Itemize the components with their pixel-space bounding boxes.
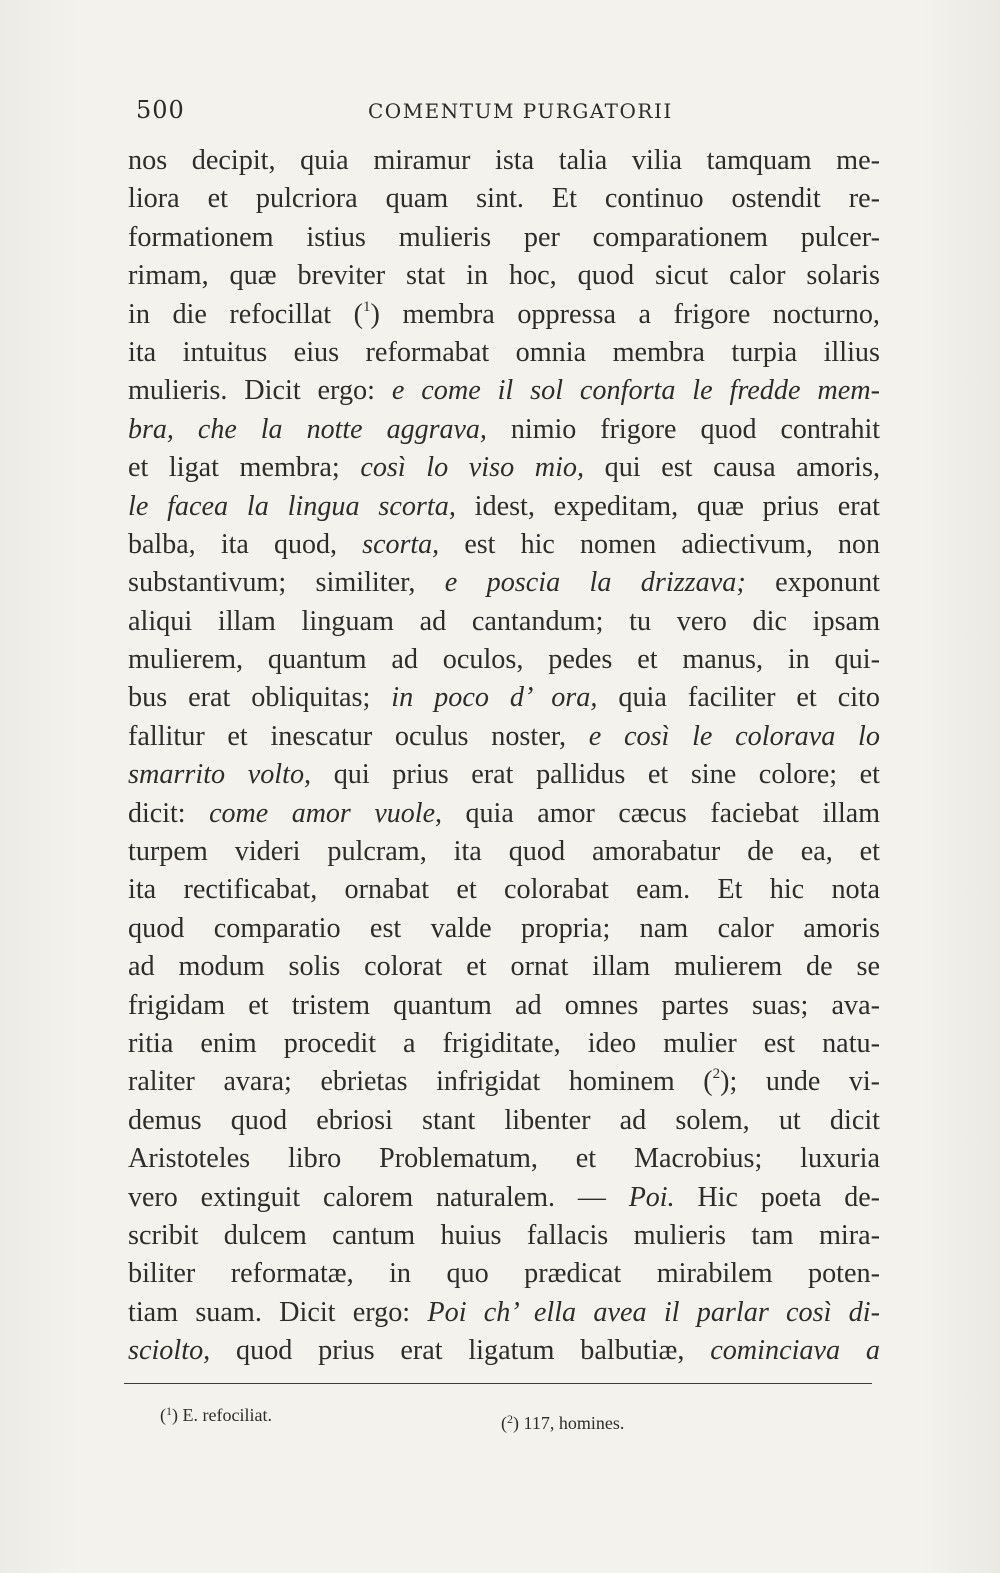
text-line [128,334,880,372]
footnote-reference: 1 [363,298,371,315]
italic-quotation: così lo viso mio, [360,452,585,484]
text-run: ad modum solis colorat et ornat illam mulierem de se [128,951,880,983]
text-run: dicit: [128,797,210,829]
text-line [128,718,880,756]
text-run: frigidam et tristem quantum ad omnes partes suas; ava- [128,989,880,1021]
text-run: demus quod ebriosi stant libenter ad solem, ut dicit [128,1104,880,1136]
text-run: formationem istius mulieris per comparationem pulcer- [128,221,880,253]
text-run: quod comparatio est valde propria; nam calor amoris [128,912,880,944]
text-line [128,679,880,717]
text-run: liora et pulcriora quam sint. Et continuo ostendit re- [128,183,880,215]
footnote-mark: 2 [507,1412,513,1426]
text-line [128,1025,880,1063]
italic-quotation: cominciava a [710,1335,880,1367]
text-run: turpem videri pulcram, ita quod amorabatur de ea, et [128,836,880,868]
footnote-1: ($^1$) E. refociliat. [160,1404,272,1425]
footnote-2: ($^2$) 117, homines. [501,1412,625,1433]
text-line [128,1179,880,1217]
body-text [128,142,880,1371]
text-line [128,219,880,257]
text-run: nos decipit, quia miramur ista talia vilia tamquam me- [128,145,880,176]
text-line [128,257,880,295]
text-run: ita intuitus eius reformabat omnia membra turpia illius [128,336,880,368]
footnote-mark: 1 [166,1404,172,1418]
text-line [128,1102,880,1140]
italic-quotation: come amor vuole, [209,797,442,829]
text-run: ); unde vi- [720,1066,880,1098]
text-run: mulierem, quantum ad oculos, pedes et manus, in qui- [128,644,880,676]
text-run: idest, expeditam, quæ prius erat [455,490,880,522]
italic-quotation: Poi ch’ ella avea il parlar così di- [427,1296,880,1328]
text-line [128,948,880,986]
text-run: ritia enim procedit a frigiditate, ideo mulier est natu- [128,1027,880,1059]
footnote-rule [124,1383,872,1384]
text-run: biliter reformatæ, in quo prædicat mirabilem poten- [128,1258,880,1290]
text-line [128,910,880,948]
text-run: scribit dulcem cantum huius fallacis mulieris tam mira- [128,1219,880,1251]
text-run: fallitur et inescatur oculus noster, [128,720,589,752]
text-line [128,411,880,449]
text-run: in die refocillat ( [128,298,364,330]
text-line [128,987,880,1025]
text-run: quia faciliter et cito [597,682,880,714]
text-line [128,641,880,679]
text-run: Hic poeta de- [674,1181,880,1213]
text-run: qui est causa amoris, [584,452,880,484]
text-line [128,296,880,334]
text-line [128,1063,880,1101]
text-line [128,180,880,218]
text-run: substantivum; similiter, [128,567,445,599]
text-run: quia amor cæcus faciebat illam [442,797,880,829]
text-line [128,833,880,871]
text-run: est hic nomen adiectivum, non [439,528,880,560]
text-line [128,1217,880,1255]
page-header [136,96,876,132]
text-line [128,603,880,641]
italic-quotation: bra, che la notte aggrava, [128,413,487,445]
text-line [128,564,880,602]
footnote-text: 117, homines. [523,1413,625,1433]
text-run: tiam suam. Dicit ergo: [128,1296,428,1328]
text-line [128,449,880,487]
italic-quotation: le facea la lingua scorta, [128,490,456,522]
text-run: mulieris. Dicit ergo: [128,375,392,407]
italic-quotation: Poi. [628,1181,675,1213]
text-run: Aristoteles libro Problematum, et Macrobius; luxuria [128,1143,880,1175]
text-line [128,372,880,410]
italic-quotation: e poscia la drizzava; [444,567,746,599]
italic-quotation: sciolto, [128,1335,211,1367]
text-run: ) membra oppressa a frigore nocturno, [370,298,880,330]
italic-quotation: in poco d’ ora, [391,682,598,714]
page-number: 500 [136,96,185,124]
text-run: nimio frigore quod contrahit [486,413,880,445]
footnote-reference: 2 [712,1066,721,1083]
text-line [128,526,880,564]
italic-quotation: e così le colorava lo [588,720,880,752]
text-line [128,795,880,833]
text-run: exponunt [745,567,880,599]
text-run: bus erat obliquitas; [128,682,392,714]
text-run: quod prius erat ligatum balbutiæ, [210,1335,711,1367]
text-run: rimam, quæ breviter stat in hoc, quod sicut calor solaris [128,260,880,292]
footnote-text: E. refociliat. [182,1405,272,1425]
text-line [128,142,880,180]
text-line [128,488,880,526]
text-line [128,756,880,794]
italic-quotation: e come il sol conforta le fredde mem- [391,375,880,407]
text-line [128,1332,880,1370]
text-line [128,1255,880,1293]
text-line [128,871,880,909]
text-line [128,1294,880,1332]
text-run: raliter avara; ebrietas infrigidat hominem ( [128,1066,713,1098]
text-run: et ligat membra; [128,452,361,484]
italic-quotation: scorta, [362,528,440,560]
text-run: aliqui illam linguam ad cantandum; tu vero dic ipsam [128,605,880,637]
text-run: qui prius erat pallidus et sine colore; et [311,759,880,791]
text-run: vero extinguit calorem naturalem. — [128,1181,629,1213]
text-run: ita rectificabat, ornabat et colorabat eam. Et hic nota [128,874,880,906]
text-run: balba, ita quod, [128,528,363,560]
running-title: COMENTUM PURGATORII [368,99,673,123]
text-line [128,1140,880,1178]
italic-quotation: smarrito volto, [128,759,312,791]
